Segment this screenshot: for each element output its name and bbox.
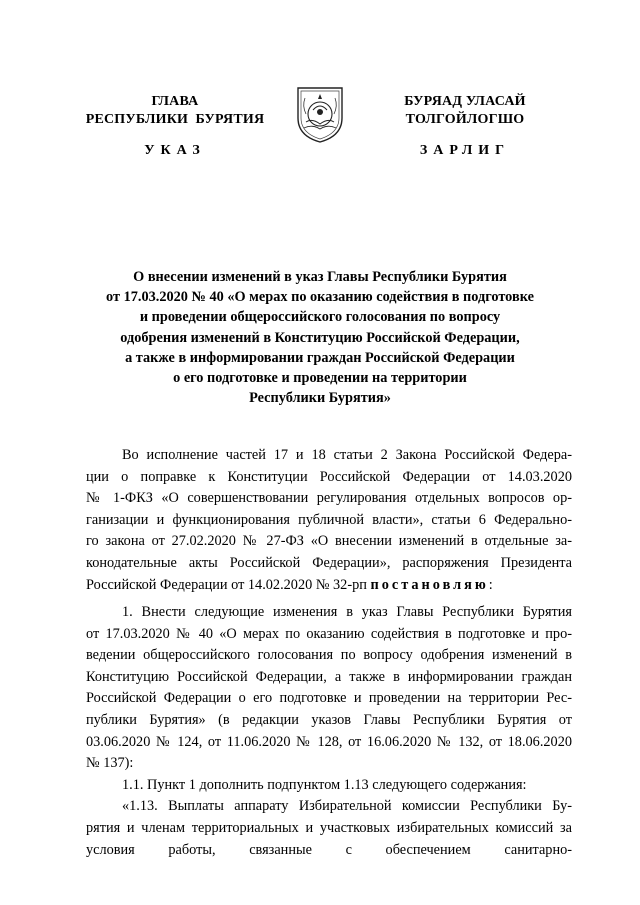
resolution-suffix: :: [488, 576, 493, 593]
document-title: [90, 267, 550, 408]
title-line: Республики Бурятия»: [249, 390, 391, 407]
text-line: Конституцию Российской Федерации, а также в информировании граждан: [86, 668, 572, 685]
header-right: [370, 93, 560, 129]
title-line: и проведении общероссийского голосования по вопросу: [139, 309, 501, 326]
text-line: ведении общероссийского голосования по вопросу одобрения изменений в: [86, 647, 572, 664]
buryatia-coat-of-arms-icon: [292, 84, 348, 144]
resolution-keyword: постановляю: [370, 576, 489, 593]
header-left: [80, 93, 270, 129]
text-line: № 1-ФКЗ «О совершенствовании регулирования отдельных вопросов ор-: [86, 490, 572, 507]
decree-label-bua: ЗАРЛИГ: [419, 143, 511, 158]
text-line: публики Бурятия» (в редакции указов Главы Республики Бурятия от: [86, 711, 572, 728]
text-line: № 137):: [86, 755, 134, 772]
header-left-line2: РЕСПУБЛИКИ БУРЯТИЯ: [85, 112, 265, 127]
text-line-resolution: [86, 575, 572, 597]
text-line: «1.13. Выплаты аппарату Избирательной комиссии Республики Бу-: [122, 798, 572, 815]
title-line: от 17.03.2020 № 40 «О мерах по оказанию содействия в подготовке: [106, 289, 534, 306]
text-line: 1.1. Пункт 1 дополнить подпунктом 1.13 следующего содержания:: [122, 776, 527, 793]
resolution-prefix: Российской Федерации от 14.02.2020 № 32-рп: [86, 576, 371, 593]
header-left-line1: ГЛАВА: [151, 94, 199, 109]
text-line: Российской Федерации о его подготовке и проведении на территории Рес-: [86, 690, 572, 707]
header-right-line1: БУРЯАД УЛАСАЙ: [404, 94, 526, 109]
header-right-line2: ТОЛГОЙЛОГШО: [405, 112, 525, 127]
amendment-paragraph: [86, 602, 572, 861]
text-line: го закона от 27.02.2020 № 27-ФЗ «О внесении изменений в отдельные за-: [86, 533, 572, 550]
title-line: о его подготовке и проведении на территории: [173, 370, 467, 387]
text-line: 1. Внести следующие изменения в указ Главы Республики Бурятия: [122, 604, 572, 620]
decree-label-ru: УКАЗ: [144, 143, 206, 158]
text-line: рятия и членам территориальных и участковых избирательных комиссий за: [86, 819, 572, 836]
text-line: ции о поправке к Конституции Российской Федерации от 14.03.2020: [86, 468, 572, 485]
text-line: условия работы, связанные с обеспечением санитарно-: [86, 841, 572, 858]
text-line: 03.06.2020 № 124, от 11.06.2020 № 128, от 16.06.2020 № 132, от 18.06.2020: [86, 733, 572, 750]
text-line: конодательные акты Российской Федерации», распоряжения Президента: [86, 554, 572, 571]
title-line: одобрения изменений в Конституцию Российской Федерации,: [120, 329, 520, 346]
text-line: ганизации и функционирования публичной власти», статьи 6 Федерально-: [86, 511, 572, 528]
text-line: Во исполнение частей 17 и 18 статьи 2 Закона Российской Федера-: [122, 447, 572, 463]
preamble-paragraph: [86, 445, 572, 596]
text-line: от 17.03.2020 № 40 «О мерах по оказанию содействия в подготовке и про-: [86, 625, 572, 642]
title-line: О внесении изменений в указ Главы Республики Бурятия: [133, 269, 507, 285]
title-line: а также в информировании граждан Российской Федерации: [125, 349, 515, 366]
